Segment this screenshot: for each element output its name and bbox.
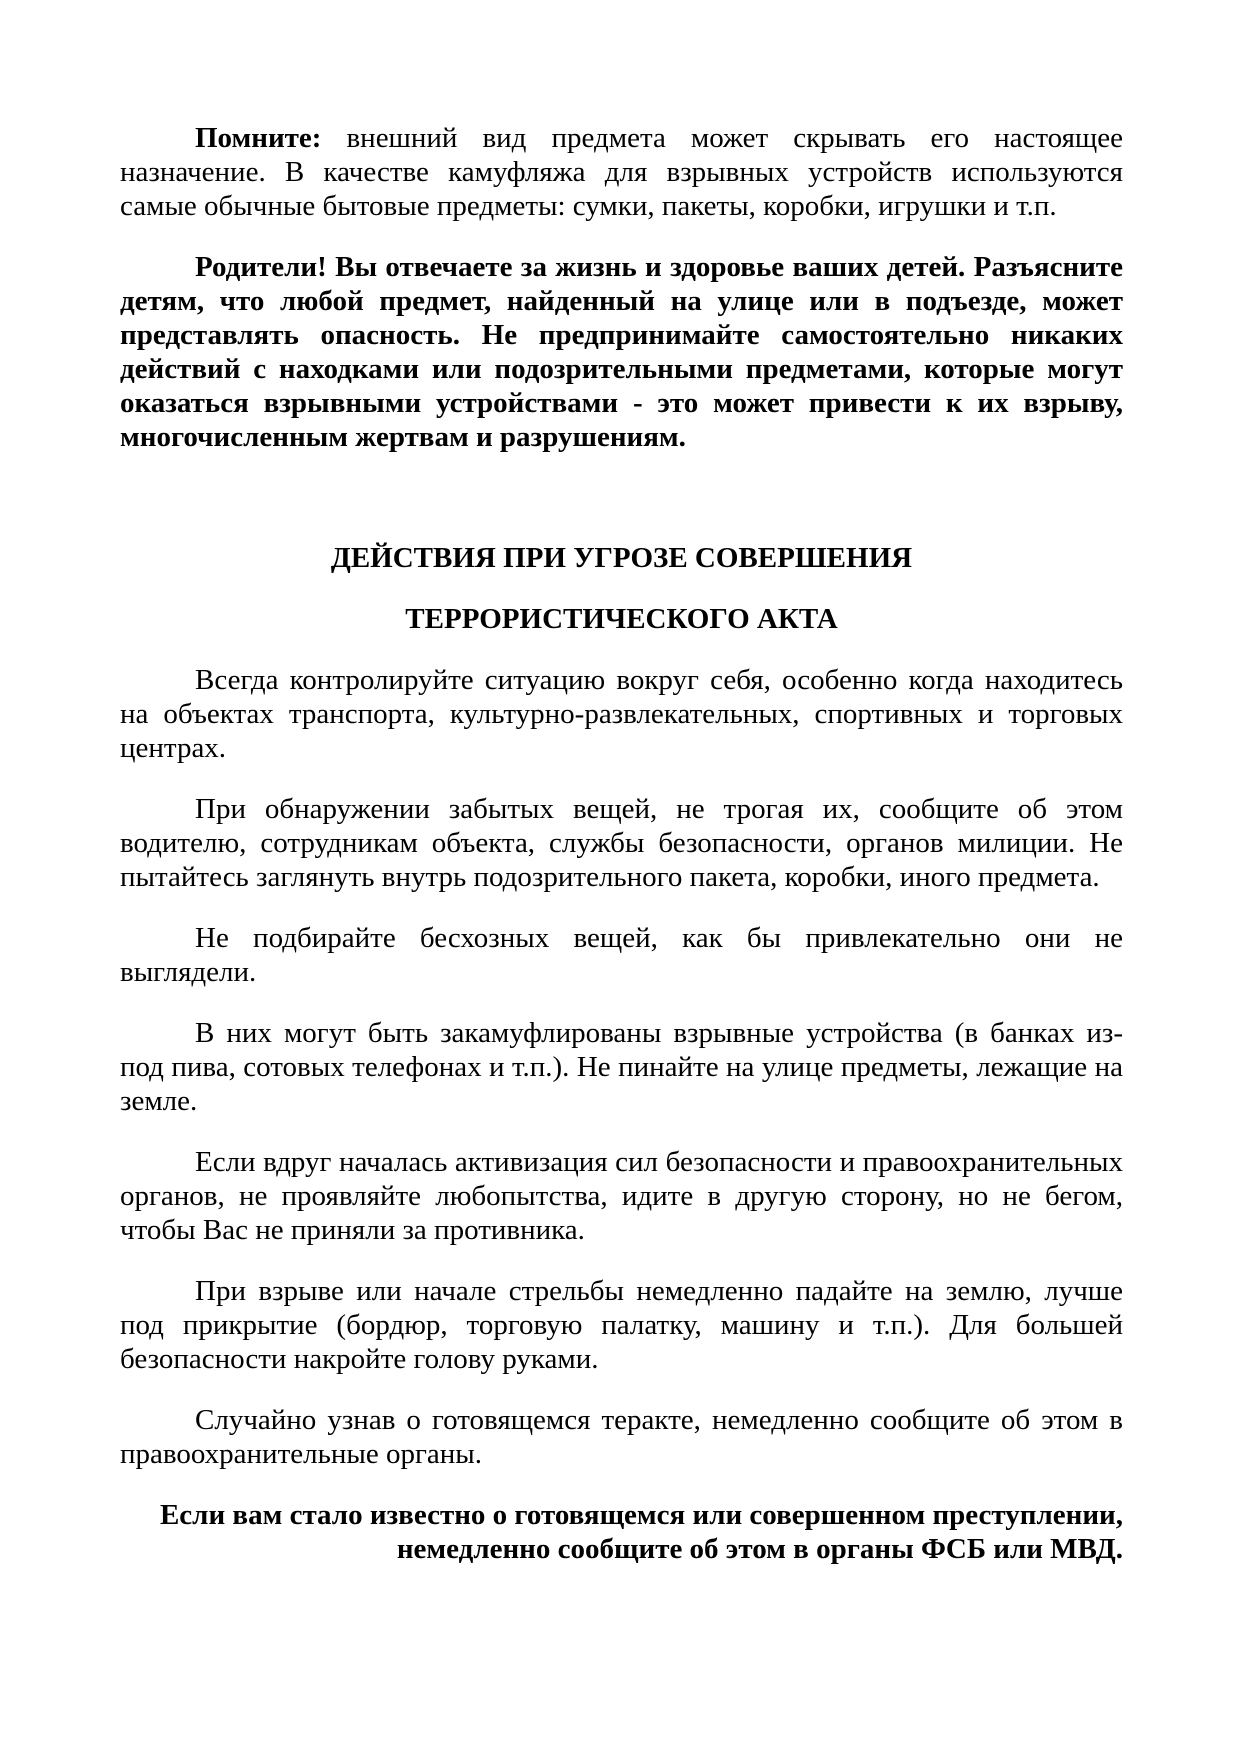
paragraph-report-to-fsb-mvd (120, 1498, 1123, 1566)
paragraph-forgotten-things (120, 792, 1123, 894)
bold-text-run: ДЕЙСТВИЯ ПРИ УГРОЗЕ СОВЕРШЕНИЯ (330, 542, 913, 574)
text-run: При обнаружении забытых вещей, не трогая их, сообщите об этом водителю, сотрудникам объекта, службы безопасности, органов милиции. Не пытайтесь заглянуть внутрь подозрительного пакета, коробки, иного предмета. (120, 793, 1123, 893)
bold-text-run: Помните: (195, 122, 322, 154)
bold-text-run: Если вам стало известно о готовящемся или совершенном преступлении, немедленно сообщите об этом в органы ФСБ или МВД. (159, 1499, 1123, 1565)
paragraph-reminder (120, 121, 1123, 223)
bold-text-run: Родители! Вы отвечаете за жизнь и здоровье ваших детей. Разъясните детям, что любой предмет, найденный на улице или в подъезде, может представлять опасность. Не предпринимайте самостоятельно никаких действий с находками или подозрительными предметами, которые могут оказаться взрывными устройствами - это может привести к их взрыву, многочисленным жертвам и разрушениям. (120, 251, 1123, 453)
text-run: Если вдруг началась активизация сил безопасности и правоохранительных органов, не проявляйте любопытства, идите в другую сторону, но не бегом, чтобы Вас не приняли за противника. (120, 1146, 1123, 1246)
paragraph-explosion-gunfire (120, 1274, 1123, 1376)
paragraph-security-activation (120, 1145, 1123, 1247)
section-title-line-2 (120, 602, 1123, 636)
text-run: Всегда контролируйте ситуацию вокруг себя, особенно когда находитесь на объектах транспорта, культурно-развлекательных, спортивных и торговых центрах. (120, 664, 1123, 764)
paragraph-learned-of-attack (120, 1403, 1123, 1471)
text-run: При взрыве или начале стрельбы немедленно падайте на землю, лучше под прикрытие (бордюр, торговую палатку, машину и т.п.). Для большей безопасности накройте голову руками. (120, 1275, 1123, 1375)
paragraph-dont-pick-up (120, 921, 1123, 989)
text-run: В них могут быть закамуфлированы взрывные устройства (в банках из-под пива, сотовых телефонах и т.п.). Не пинайте на улице предметы, лежащие на земле. (120, 1017, 1123, 1117)
text-run: внешний вид предмета может скрывать его настоящее назначение. В качестве камуфляжа для взрывных устройств используются самые обычные бытовые предметы: сумки, пакеты, коробки, игрушки и т.п. (120, 122, 1123, 222)
paragraph-camouflaged-devices (120, 1016, 1123, 1118)
section-title-line-1 (120, 541, 1123, 575)
paragraph-control-situation (120, 663, 1123, 765)
document-content (120, 121, 1123, 1566)
bold-text-run: ТЕРРОРИСТИЧЕСКОГО АКТА (405, 603, 838, 635)
paragraph-parents-warning (120, 250, 1123, 454)
text-run: Случайно узнав о готовящемся теракте, немедленно сообщите об этом в правоохранительные органы. (120, 1404, 1123, 1470)
text-run: Не подбирайте бесхозных вещей, как бы привлекательно они не выглядели. (120, 922, 1123, 988)
